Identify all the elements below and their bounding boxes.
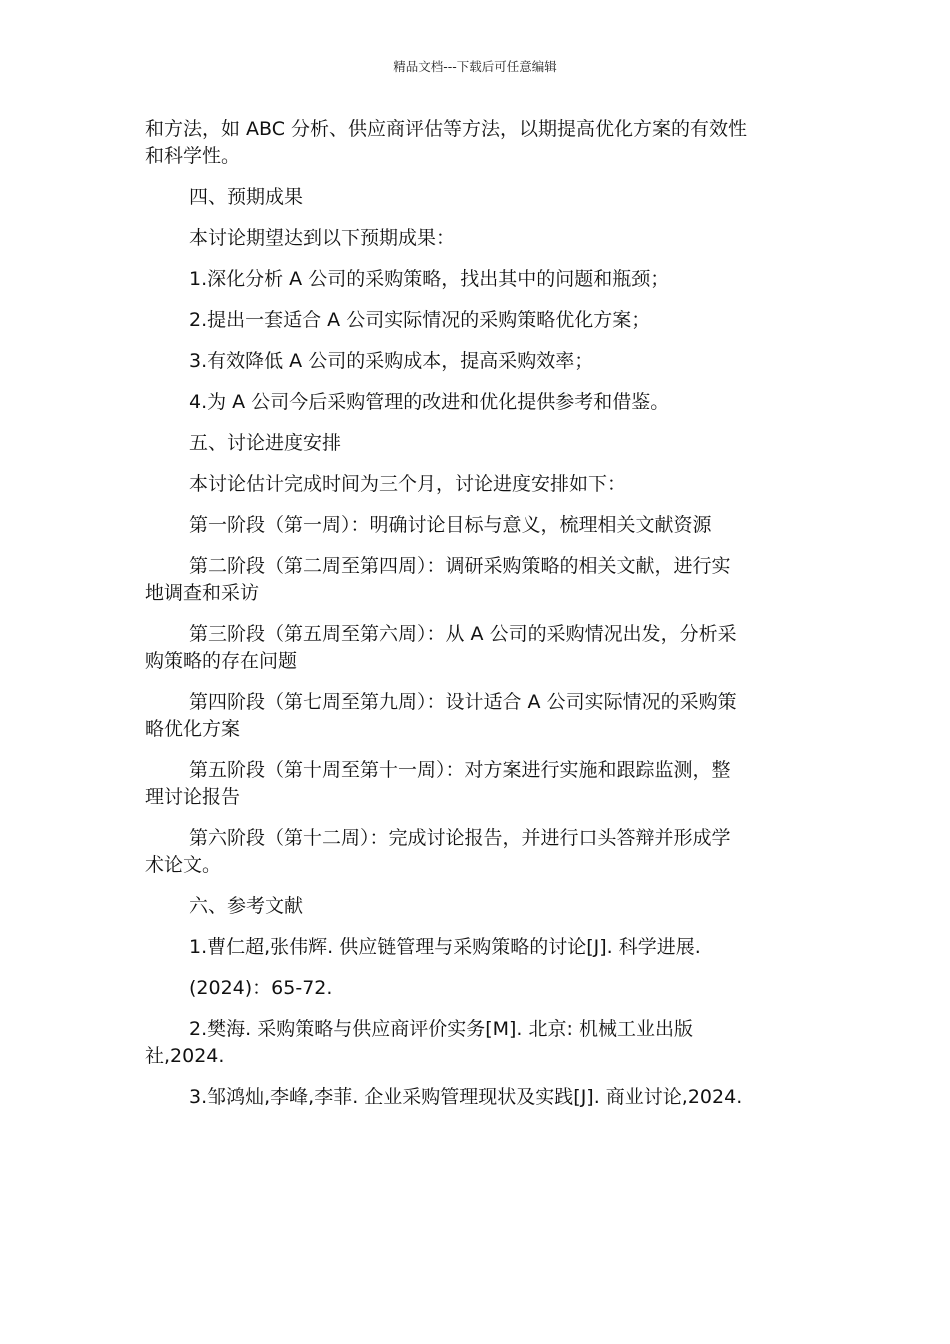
- paragraph-line: 和科学性。: [145, 145, 241, 167]
- schedule-line: 第四阶段（第七周至第九周）：设计适合 A 公司实际情况的采购策: [189, 691, 737, 713]
- schedule-line: 第五阶段（第十周至第十一周）：对方案进行实施和跟踪监测，整: [189, 759, 731, 781]
- reference-item: [145, 1016, 805, 1070]
- section-heading-6: 六、参考文献: [189, 895, 304, 917]
- schedule-item: [145, 553, 805, 607]
- reference-item: (2024)：65-72.: [189, 977, 333, 999]
- paragraph-line: 和方法，如 ABC 分析、供应商评估等方法，以期提高优化方案的有效性: [145, 118, 748, 140]
- reference-line: 社,2024.: [145, 1045, 225, 1067]
- outcome-item: 3.有效降低 A 公司的采购成本，提高采购效率；: [189, 350, 594, 372]
- section-heading-4: 四、预期成果: [189, 186, 304, 208]
- schedule-item: [145, 825, 805, 879]
- reference-item: 1.曹仁超,张伟辉. 供应链管理与采购策略的讨论[J]. 科学进展.: [189, 936, 701, 958]
- schedule-line: 术论文。: [145, 854, 222, 876]
- document-body: [145, 116, 805, 1125]
- outcome-item: 4.为 A 公司今后采购管理的改进和优化提供参考和借鉴。: [189, 391, 670, 413]
- schedule-line: 购策略的存在问题: [145, 650, 298, 672]
- section-intro-4: 本讨论期望达到以下预期成果：: [189, 227, 456, 249]
- outcome-item: 1.深化分析 A 公司的采购策略，找出其中的问题和瓶颈；: [189, 268, 670, 290]
- reference-line: 2.樊海. 采购策略与供应商评价实务[M]. 北京: 机械工业出版: [189, 1018, 693, 1040]
- schedule-line: 略优化方案: [145, 718, 241, 740]
- schedule-line: 第三阶段（第五周至第六周）：从 A 公司的采购情况出发，分析采: [189, 623, 737, 645]
- schedule-item: [145, 757, 805, 811]
- paragraph-methods: [145, 116, 805, 170]
- reference-item: 3.邹鸿灿,李峰,李菲. 企业采购管理现状及实践[J]. 商业讨论,2024.: [189, 1086, 743, 1108]
- schedule-line: 第二阶段（第二周至第四周）：调研采购策略的相关文献，进行实: [189, 555, 731, 577]
- schedule-line: 第六阶段（第十二周）：完成讨论报告，并进行口头答辩并形成学: [189, 827, 731, 849]
- outcome-item: 2.提出一套适合 A 公司实际情况的采购策略优化方案；: [189, 309, 651, 331]
- schedule-item: [145, 689, 805, 743]
- schedule-line: 理讨论报告: [145, 786, 241, 808]
- schedule-line: 地调查和采访: [145, 582, 260, 604]
- page-header: 精品文档---下载后可任意编辑: [393, 59, 557, 74]
- section-heading-5: 五、讨论进度安排: [189, 432, 342, 454]
- section-intro-5: 本讨论估计完成时间为三个月，讨论进度安排如下：: [189, 473, 627, 495]
- schedule-item: 第一阶段（第一周）：明确讨论目标与意义，梳理相关文献资源: [189, 514, 712, 536]
- schedule-item: [145, 621, 805, 675]
